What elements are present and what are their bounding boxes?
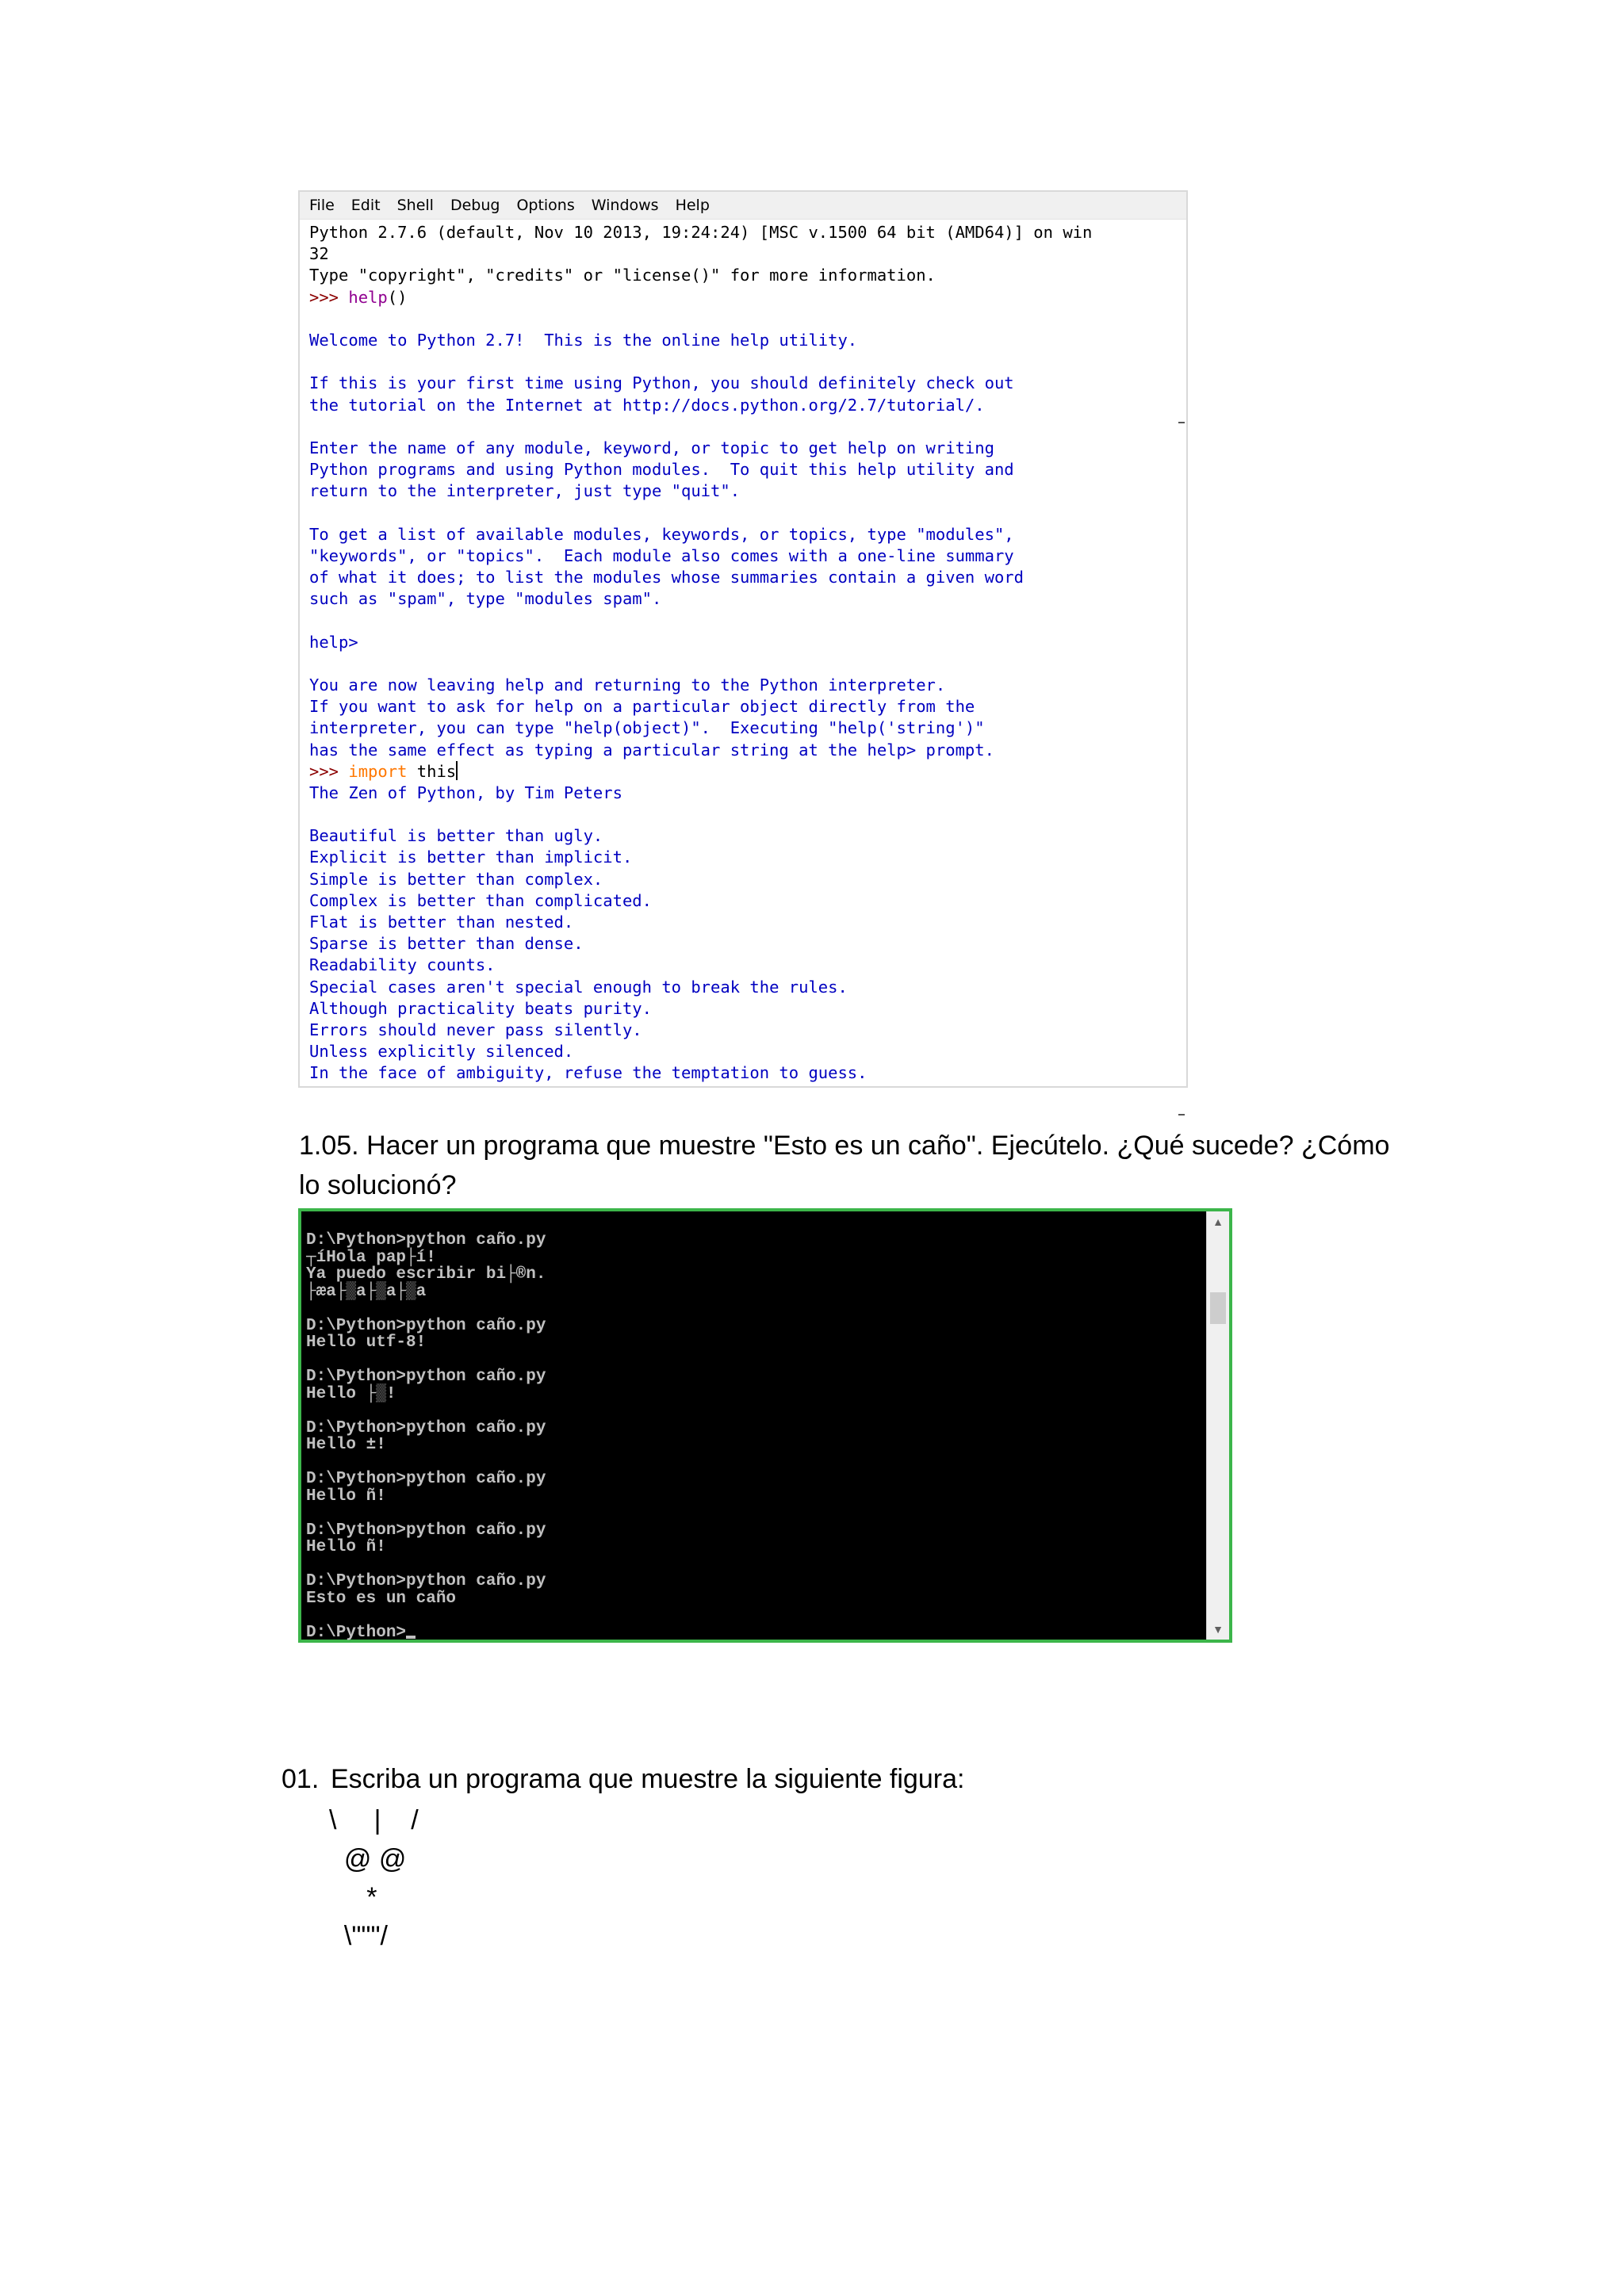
shell-line	[309, 1062, 1167, 1084]
console-line-text: Hello ñ!	[306, 1487, 386, 1506]
shell-text: interpreter, you can type "help(object)". Executing "help('string')"	[309, 718, 985, 738]
shell-text: Although practicality beats purity.	[309, 998, 652, 1018]
menu-edit[interactable]: Edit	[350, 197, 381, 214]
console-line	[306, 1607, 546, 1624]
menu-help[interactable]: Help	[675, 197, 710, 214]
shell-line	[309, 243, 1167, 265]
shell-line	[309, 740, 1167, 761]
console-line	[306, 1420, 546, 1437]
shell-text: Special cases aren't special enough to break the rules.	[309, 977, 848, 997]
shell-text: Unless explicitly silenced.	[309, 1042, 574, 1062]
console-cursor	[406, 1636, 416, 1639]
shell-line	[309, 718, 1167, 739]
shell-line	[309, 438, 1167, 459]
console-line	[306, 1352, 546, 1369]
shell-text: of what it does; to list the modules whose summaries contain a given word	[309, 568, 1024, 587]
console-line	[306, 1249, 546, 1267]
shell-line	[309, 675, 1167, 696]
shell-text: In the face of ambiguity, refuse the temptation to guess.	[309, 1063, 868, 1083]
shell-line	[309, 502, 1167, 523]
scroll-down-arrow-icon[interactable]: ▼	[1212, 1623, 1224, 1636]
shell-line	[309, 308, 1167, 330]
shell-text: To get a list of available modules, keywords, or topics, type "modules",	[309, 524, 1014, 544]
shell-text: Explicit is better than implicit.	[309, 848, 633, 867]
shell-line	[309, 351, 1167, 373]
console-line-text: Hello ñ!	[306, 1538, 386, 1556]
scroll-thumb[interactable]	[1210, 1292, 1226, 1324]
idle-shell-window	[298, 190, 1188, 1088]
menu-debug[interactable]: Debug	[450, 197, 500, 214]
shell-text: ()	[387, 287, 408, 307]
shell-text: the tutorial on the Internet at http://docs.python.org/2.7/tutorial/.	[309, 395, 985, 415]
shell-line	[309, 933, 1167, 955]
console-line	[306, 1284, 546, 1301]
shell-line	[309, 977, 1167, 998]
console-line-text: D:\Python>python caño.py	[306, 1521, 546, 1540]
console-line-text: D:\Python>python caño.py	[306, 1231, 546, 1249]
shell-line	[309, 869, 1167, 890]
console-line-text: Esto es un caño	[306, 1589, 457, 1608]
shell-line	[309, 524, 1167, 545]
exercise-01	[282, 1760, 964, 1798]
shell-line	[309, 761, 1167, 783]
console-line	[306, 1402, 546, 1420]
shell-text: Flat is better than nested.	[309, 913, 574, 932]
menu-options[interactable]: Options	[516, 197, 575, 214]
shell-text: You are now leaving help and returning to the Python interpreter.	[309, 675, 946, 695]
shell-line	[309, 395, 1167, 416]
shell-text: return to the interpreter, just type "quit".	[309, 481, 741, 501]
shell-text: If you want to ask for help on a particular object directly from the	[309, 697, 975, 717]
idle-scroll-mark	[1178, 422, 1185, 423]
idle-shell-output[interactable]	[309, 222, 1167, 1086]
shell-text: Simple is better than complex.	[309, 869, 603, 889]
shell-text: >>>	[309, 761, 349, 781]
shell-text: The Zen of Python, by Tim Peters	[309, 783, 622, 802]
shell-text: If this is your first time using Python, you should definitely check out	[309, 373, 1014, 393]
console-line-text: D:\Python>python caño.py	[306, 1418, 546, 1437]
console-line	[306, 1437, 546, 1454]
console-line	[306, 1454, 546, 1471]
shell-line	[309, 222, 1167, 243]
console-window	[298, 1208, 1232, 1643]
shell-line	[309, 825, 1167, 847]
shell-line	[309, 373, 1167, 394]
exercise-text: Escriba un programa que muestre la siguiente figura:	[331, 1764, 965, 1794]
idle-scroll-mark	[1178, 1114, 1185, 1115]
figure-line: @ @	[329, 1843, 407, 1874]
shell-line	[309, 610, 1167, 631]
shell-text: Complex is better than complicated.	[309, 890, 652, 910]
shell-text: "keywords", or "topics". Each module also comes with a one-line summary	[309, 545, 1014, 565]
ascii-figure	[329, 1801, 419, 1955]
shell-line	[309, 459, 1167, 480]
console-line	[306, 1318, 546, 1335]
console-line-text: Hello ±!	[306, 1436, 386, 1454]
console-line	[306, 1505, 546, 1522]
question-1-05: 1.05. Hacer un programa que muestre "Esto es un caño". Ejecútelo. ¿Qué sucede? ¿Cómo lo solucionó?	[299, 1131, 1390, 1200]
console-line	[306, 1590, 546, 1608]
shell-line	[309, 653, 1167, 675]
figure-line: *	[329, 1882, 377, 1912]
console-line	[306, 1386, 546, 1403]
console-line	[306, 1522, 546, 1540]
shell-line	[309, 632, 1167, 653]
console-line	[306, 1300, 546, 1318]
console-line-text: Hello utf-8!	[306, 1334, 427, 1352]
shell-line	[309, 783, 1167, 804]
console-line-text: ├æa├▒a├▒a├▒a	[306, 1282, 427, 1301]
exercise-number: 01.	[282, 1764, 320, 1794]
shell-line	[309, 588, 1167, 610]
shell-line	[309, 545, 1167, 567]
console-line-text: D:\Python>python caño.py	[306, 1572, 546, 1590]
menu-file[interactable]: File	[309, 197, 335, 214]
shell-line	[309, 696, 1167, 718]
shell-line	[309, 287, 1167, 308]
console-line	[306, 1556, 546, 1574]
console-line	[306, 1539, 546, 1556]
shell-text: Sparse is better than dense.	[309, 934, 584, 954]
text-caret	[456, 761, 458, 780]
console-line-text: Hello ├▒!	[306, 1384, 396, 1403]
shell-text: Enter the name of any module, keyword, or topic to get help on writing	[309, 438, 994, 457]
shell-text: such as "spam", type "modules spam".	[309, 589, 662, 609]
console-line	[306, 1573, 546, 1590]
scroll-up-arrow-icon[interactable]: ▲	[1212, 1215, 1224, 1228]
shell-line	[309, 1020, 1167, 1041]
console-line-text: D:\Python>python caño.py	[306, 1470, 546, 1488]
shell-text: Errors should never pass silently.	[309, 1020, 642, 1039]
shell-text: import	[348, 761, 408, 781]
shell-text: 32	[309, 244, 329, 264]
shell-text: Python 2.7.6 (default, Nov 10 2013, 19:24:24) [MSC v.1500 64 bit (AMD64)] on win	[309, 223, 1093, 242]
shell-text: Readability counts.	[309, 955, 496, 975]
console-line-text: D:\Python>	[306, 1623, 407, 1642]
console-line-text: ┬íHola pap├í!	[306, 1248, 436, 1267]
shell-line	[309, 567, 1167, 588]
shell-text: >>>	[309, 287, 349, 307]
shell-line	[309, 955, 1167, 976]
shell-line	[309, 804, 1167, 825]
figure-line: \"""/	[329, 1920, 388, 1951]
console-line	[306, 1232, 546, 1249]
shell-text: Welcome to Python 2.7! This is the online help utility.	[309, 330, 858, 350]
menu-windows[interactable]: Windows	[591, 197, 659, 214]
shell-line	[309, 998, 1167, 1020]
idle-menubar	[300, 192, 1186, 220]
shell-text: help>	[309, 632, 369, 652]
console-line-text: D:\Python>python caño.py	[306, 1368, 546, 1386]
console-line	[306, 1488, 546, 1506]
console-line	[306, 1471, 546, 1488]
shell-line	[309, 416, 1167, 438]
shell-text: Type "copyright", "credits" or "license()" for more information.	[309, 266, 936, 285]
shell-line	[309, 1041, 1167, 1062]
console-line-text: D:\Python>python caño.py	[306, 1316, 546, 1335]
shell-line	[309, 890, 1167, 912]
shell-line	[309, 330, 1167, 351]
console-line	[306, 1266, 546, 1284]
console-output[interactable]	[306, 1232, 546, 1641]
console-scrollbar[interactable]	[1206, 1211, 1229, 1640]
shell-text: Beautiful is better than ugly.	[309, 826, 603, 846]
shell-text: has the same effect as typing a particular string at the help> prompt.	[309, 740, 994, 760]
console-line	[306, 1624, 546, 1642]
shell-line	[309, 847, 1167, 868]
figure-line: \ | /	[329, 1805, 419, 1835]
shell-line	[309, 480, 1167, 502]
shell-text: help	[348, 287, 388, 307]
shell-text: this	[407, 761, 457, 781]
console-line-text: Ya puedo escribir bi├®n.	[306, 1265, 546, 1284]
shell-line	[309, 912, 1167, 933]
shell-line	[309, 265, 1167, 286]
console-line	[306, 1368, 546, 1386]
menu-shell[interactable]: Shell	[396, 197, 434, 214]
console-line	[306, 1334, 546, 1352]
shell-text: Python programs and using Python modules. To quit this help utility and	[309, 460, 1014, 480]
